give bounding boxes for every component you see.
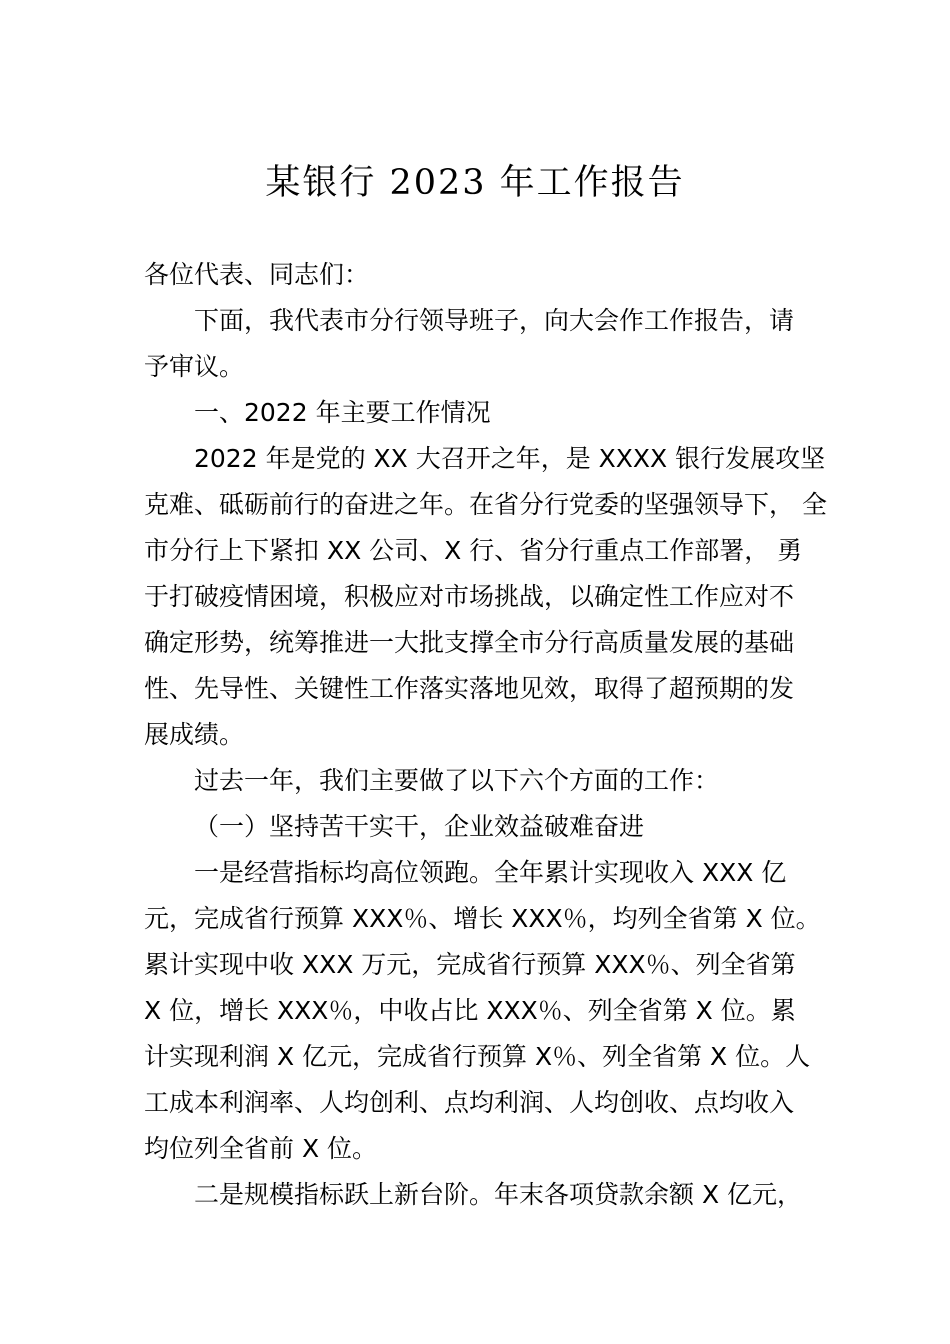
text-line: 一是经营指标均高位领跑。全年累计实现收入 XXX 亿 — [194, 858, 787, 887]
text-line: 均位列全省前 X 位。 — [144, 1134, 378, 1163]
text-line: X 位，增长 XXX％，中收占比 XXX％、列全省第 X 位。累 — [144, 996, 796, 1025]
text-line: 工成本利润率、人均创利、点均利润、人均创收、点均收入 — [144, 1088, 795, 1117]
text-line: 累计实现中收 XXX 万元，完成省行预算 XXX％、列全省第 — [144, 950, 796, 979]
page-title: 某银行 2023 年工作报告 — [265, 163, 685, 203]
text-line: 计实现利润 X 亿元，完成省行预算 X％、列全省第 X 位。人 — [144, 1042, 811, 1071]
text-line: 展成绩。 — [144, 720, 245, 749]
text-line: 性、先导性、关键性工作落实落地见效，取得了超预期的发 — [144, 674, 795, 703]
section-heading: 一、2022 年主要工作情况 — [194, 398, 491, 427]
text-line: 于打破疫情困境，积极应对市场挑战，以确定性工作应对不 — [144, 582, 795, 611]
text-line: 克难、砥砺前行的奋进之年。在省分行党委的坚强领导下， 全 — [144, 490, 827, 519]
subsection-heading: （一）坚持苦干实干，企业效益破难奋进 — [194, 812, 645, 841]
text-line: 二是规模指标跃上新台阶。年末各项贷款余额 X 亿元， — [194, 1180, 803, 1209]
text-line: 下面，我代表市分行领导班子，向大会作工作报告，请 — [194, 306, 795, 335]
text-line: 各位代表、同志们： — [144, 260, 370, 289]
text-line: 予审议。 — [144, 352, 245, 381]
text-line: 2022 年是党的 XX 大召开之年，是 XXXX 银行发展攻坚 — [194, 444, 826, 473]
report-body — [144, 252, 827, 1218]
text-line: 元，完成省行预算 XXX％、增长 XXX％，均列全省第 X 位。 — [144, 904, 821, 933]
text-line: 市分行上下紧扣 XX 公司、X 行、省分行重点工作部署， 勇 — [144, 536, 803, 565]
text-line: 过去一年，我们主要做了以下六个方面的工作： — [194, 766, 720, 795]
text-line: 确定形势，统筹推进一大批支撑全市分行高质量发展的基础 — [144, 628, 795, 657]
